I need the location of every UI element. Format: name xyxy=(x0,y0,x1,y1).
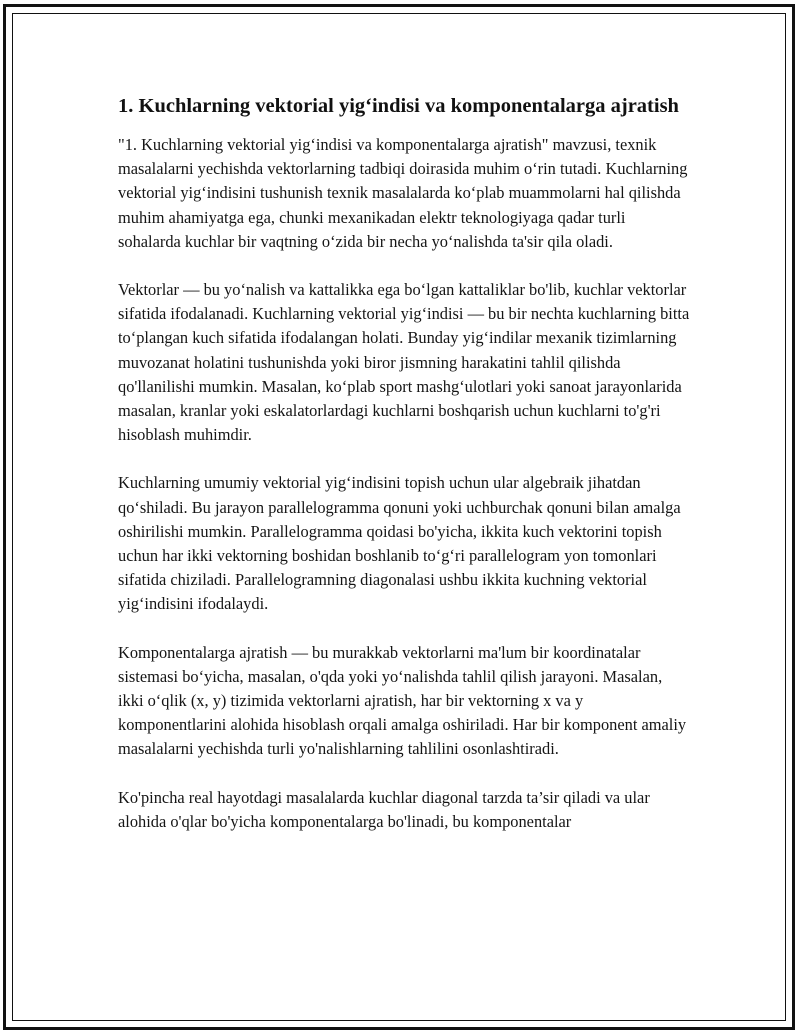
paragraph-1: "1. Kuchlarning vektorial yig‘indisi va komponentalarga ajratish" mavzusi, texnik masalalarni yechishda vektorlarning tadbiqi doirasida muhim o‘rin tutadi. Kuchlarning vektorial yig‘indisini tushunish texnik masalalarda ko‘plab muammolarni hal qilishda muhim ahamiyatga ega, chunki mexanikadan elektr teknologiyaga qadar turli sohalarda kuchlar bir vaqtning o‘zida bir necha yo‘nalishda ta'sir qila oladi. xyxy=(118,135,688,251)
paragraph-3: Kuchlarning umumiy vektorial yig‘indisini topish uchun ular algebraik jihatdan qo‘shiladi. Bu jarayon parallelogramma qonuni yoki uchburchak qonuni bilan amalga oshirilishi mumkin. Parallelogramma qoidasi bo'yicha, ikkita kuch vektorini topish uchun har ikki vektorning boshidan boshlanib to‘g‘ri parallelogram yon tomonlari sifatida chiziladi. Parallelogramning diagonalasi ushbu ikkita kuchning vektorial yig‘indisini ifodalaydi. xyxy=(118,473,681,614)
paragraph-4: Komponentalarga ajratish — bu murakkab vektorlarni ma'lum bir koordinatalar sistemasi bo‘yicha, masalan, o'qda yoki yo‘nalishda tahlil qilish jarayoni. Masalan, ikki o‘qlik (x, y) tizimida vektorlarni ajratish, har bir vektorning x va y komponentlarini alohida hisoblash orqali amalga oshiriladi. Har bir komponent amaliy masalalarni yechishda turli yo'nalishlarning tahlilini osonlashtiradi. xyxy=(118,642,687,759)
document-body xyxy=(118,92,690,942)
document-title: 1. Kuchlarning vektorial yig‘indisi va komponentalarga ajratish xyxy=(118,95,679,117)
paragraph-5: Ko'pincha real hayotdagi masalalarda kuchlar diagonal tarzda ta’sir qiladi va ular alohida o'qlar bo'yicha komponentalarga bo'linadi, bu komponentalar xyxy=(118,787,650,831)
paragraph-2: Vektorlar — bu yo‘nalish va kattalikka ega bo‘lgan kattaliklar bo'lib, kuchlar vektorlar sifatida ifodalanadi. Kuchlarning vektorial yig‘indisi — bu bir nechta kuchlarning bitta to‘plangan kuch sifatida ifodalangan holati. Bunday yig‘indilar mexanik tizimlarning muvozanat holatini tushunishda yoki biror jismning harakatini tahlil qilishda qo'llanilishi mumkin. Masalan, ko‘plab sport mashg‘ulotlari yoki sanoat jarayonlarida masalan, kranlar yoki eskalatorlardagi kuchlarni boshqarish uchun kuchlarni to'g'ri hisoblash muhimdir. xyxy=(118,280,690,445)
